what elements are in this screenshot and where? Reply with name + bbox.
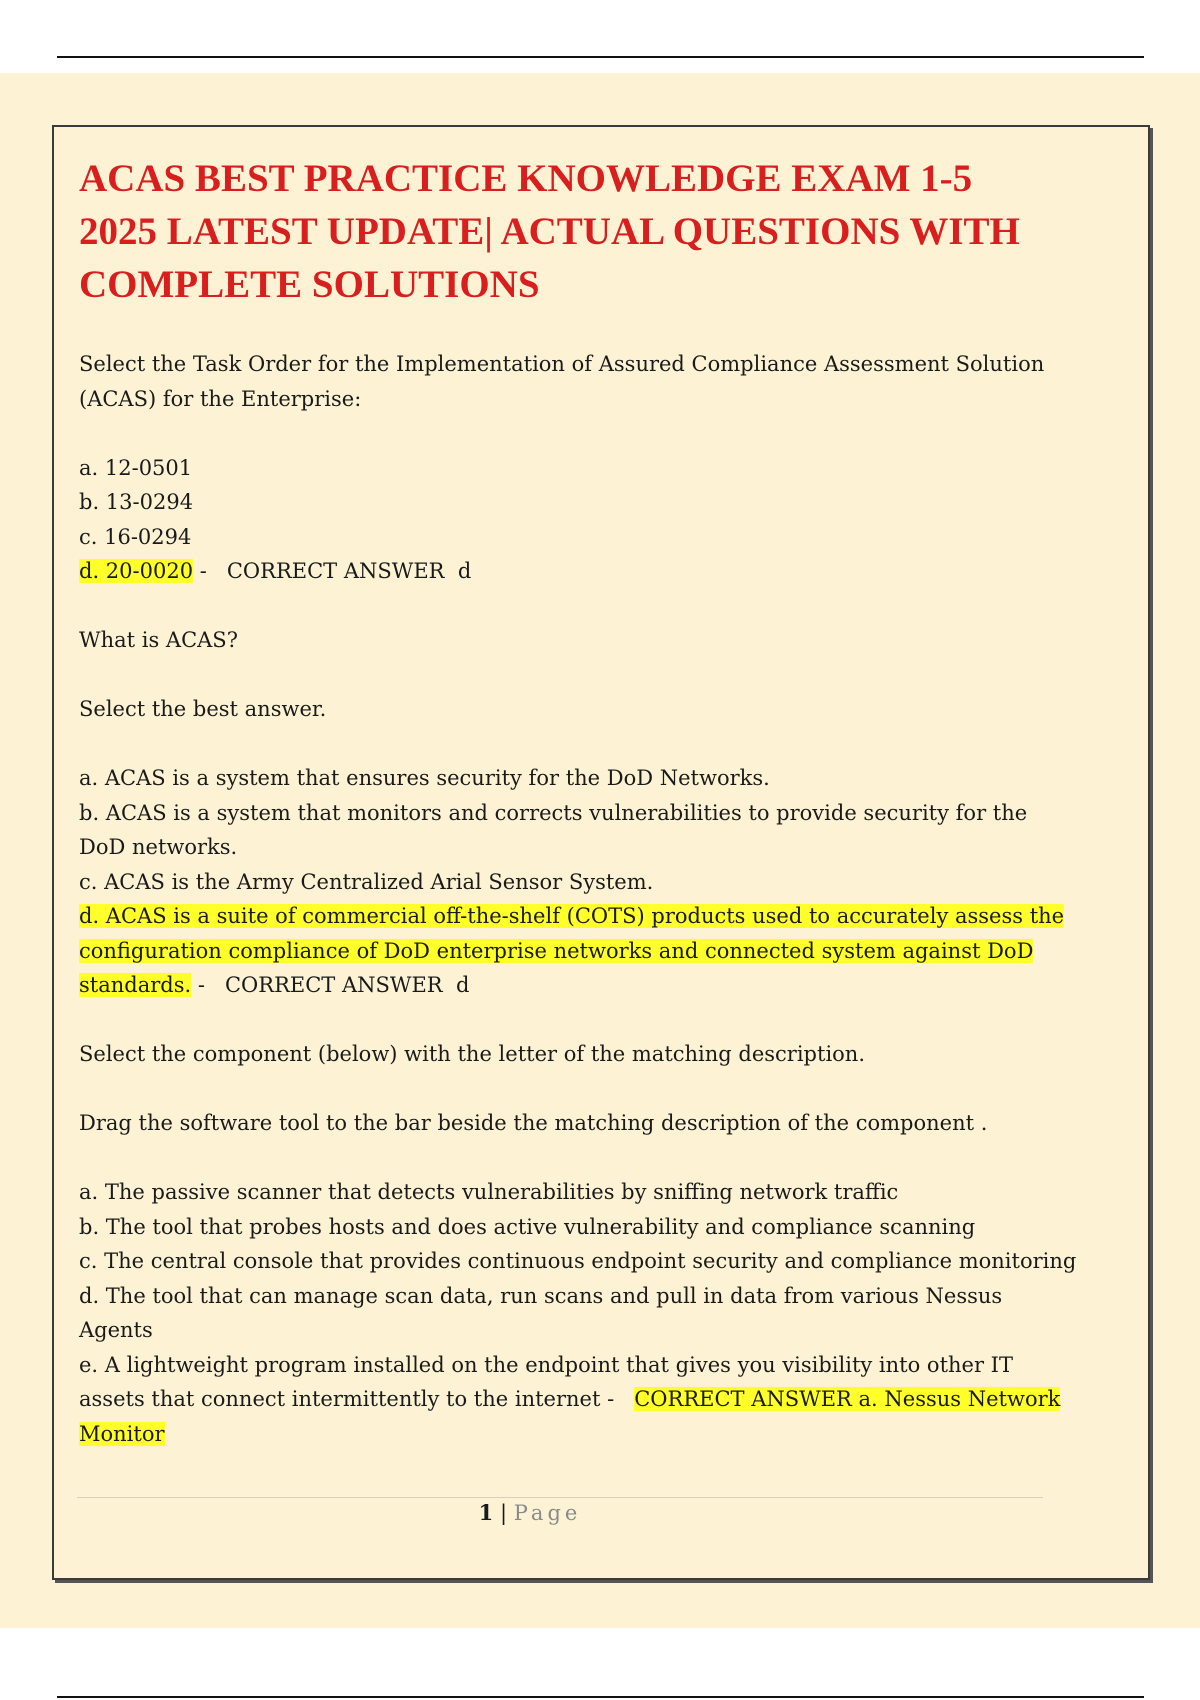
question-3-instruction: Drag the software tool to the bar beside the matching description of the component . <box>79 1111 988 1135</box>
question-2-answer: - CORRECT ANSWER d <box>191 973 470 997</box>
question-3-prompt: Select the component (below) with the letter of the matching description. <box>79 1042 866 1066</box>
title-line-2: 2025 LATEST UPDATE| ACTUAL QUESTIONS WITH <box>79 210 1020 253</box>
question-3-separator: - <box>600 1387 635 1411</box>
question-1-option-a: a. 12-0501 <box>79 455 193 480</box>
question-2-instruction: Select the best answer. <box>79 697 327 721</box>
page-footer <box>0 1500 1060 1525</box>
question-3-last-option: e. A lightweight program installed on the endpoint that gives you visibility into other IT assets that connect intermittently to the internet <box>79 1352 1013 1411</box>
question-2-option-b: b. ACAS is a system that monitors and corrects vulnerabilities to provide security for the DoD networks. <box>79 800 1028 859</box>
question-2-option-a: a. ACAS is a system that ensures security for the DoD Networks. <box>79 766 770 790</box>
page-number: 1 <box>478 1500 494 1525</box>
page-separator: | <box>493 1501 514 1525</box>
question-3 <box>79 1037 1079 1451</box>
footer-divider <box>77 1497 1043 1498</box>
document-content <box>79 152 1079 1451</box>
question-2-correct-option: d. ACAS is a suite of commercial off-the-shelf (COTS) products used to accurately assess the configuration compliance of DoD enterprise networks and connected system against DoD standards. <box>79 904 1065 997</box>
question-1-answer: - CORRECT ANSWER d <box>193 559 472 583</box>
question-1-option-d <box>79 554 1079 589</box>
bottom-divider <box>57 1696 1144 1698</box>
question-3-option-d: d. The tool that can manage scan data, run scans and pull in data from various Nessus Agents <box>79 1283 1003 1342</box>
question-1 <box>79 347 1079 589</box>
question-2-prompt: What is ACAS? <box>79 628 238 652</box>
question-2-option-c: c. ACAS is the Army Centralized Arial Sensor System. <box>79 869 654 894</box>
question-3-option-e <box>79 1348 1079 1452</box>
page-label: Page <box>513 1501 582 1525</box>
question-3-option-a: a. The passive scanner that detects vulnerabilities by sniffing network traffic <box>79 1180 899 1204</box>
question-3-option-c: c. The central console that provides continuous endpoint security and compliance monitoring <box>79 1249 1077 1273</box>
question-3-option-b: b. The tool that probes hosts and does active vulnerability and compliance scanning <box>79 1214 976 1239</box>
title-line-3: COMPLETE SOLUTIONS <box>79 263 540 306</box>
question-1-option-b: b. 13-0294 <box>79 490 194 514</box>
top-divider <box>57 56 1144 58</box>
question-2 <box>79 623 1079 1003</box>
question-1-prompt: Select the Task Order for the Implementation of Assured Compliance Assessment Solution (ACAS) for the Enterprise: <box>79 352 1045 411</box>
title-line-1: ACAS BEST PRACTICE KNOWLEDGE EXAM 1-5 <box>79 157 973 200</box>
question-1-option-c: c. 16-0294 <box>79 524 192 549</box>
document-title <box>79 152 1079 311</box>
question-2-option-d <box>79 899 1079 1003</box>
question-1-correct-option: d. 20-0020 <box>79 559 194 583</box>
question-3-answer: CORRECT ANSWER a. Nessus Network Monitor <box>79 1387 1061 1446</box>
